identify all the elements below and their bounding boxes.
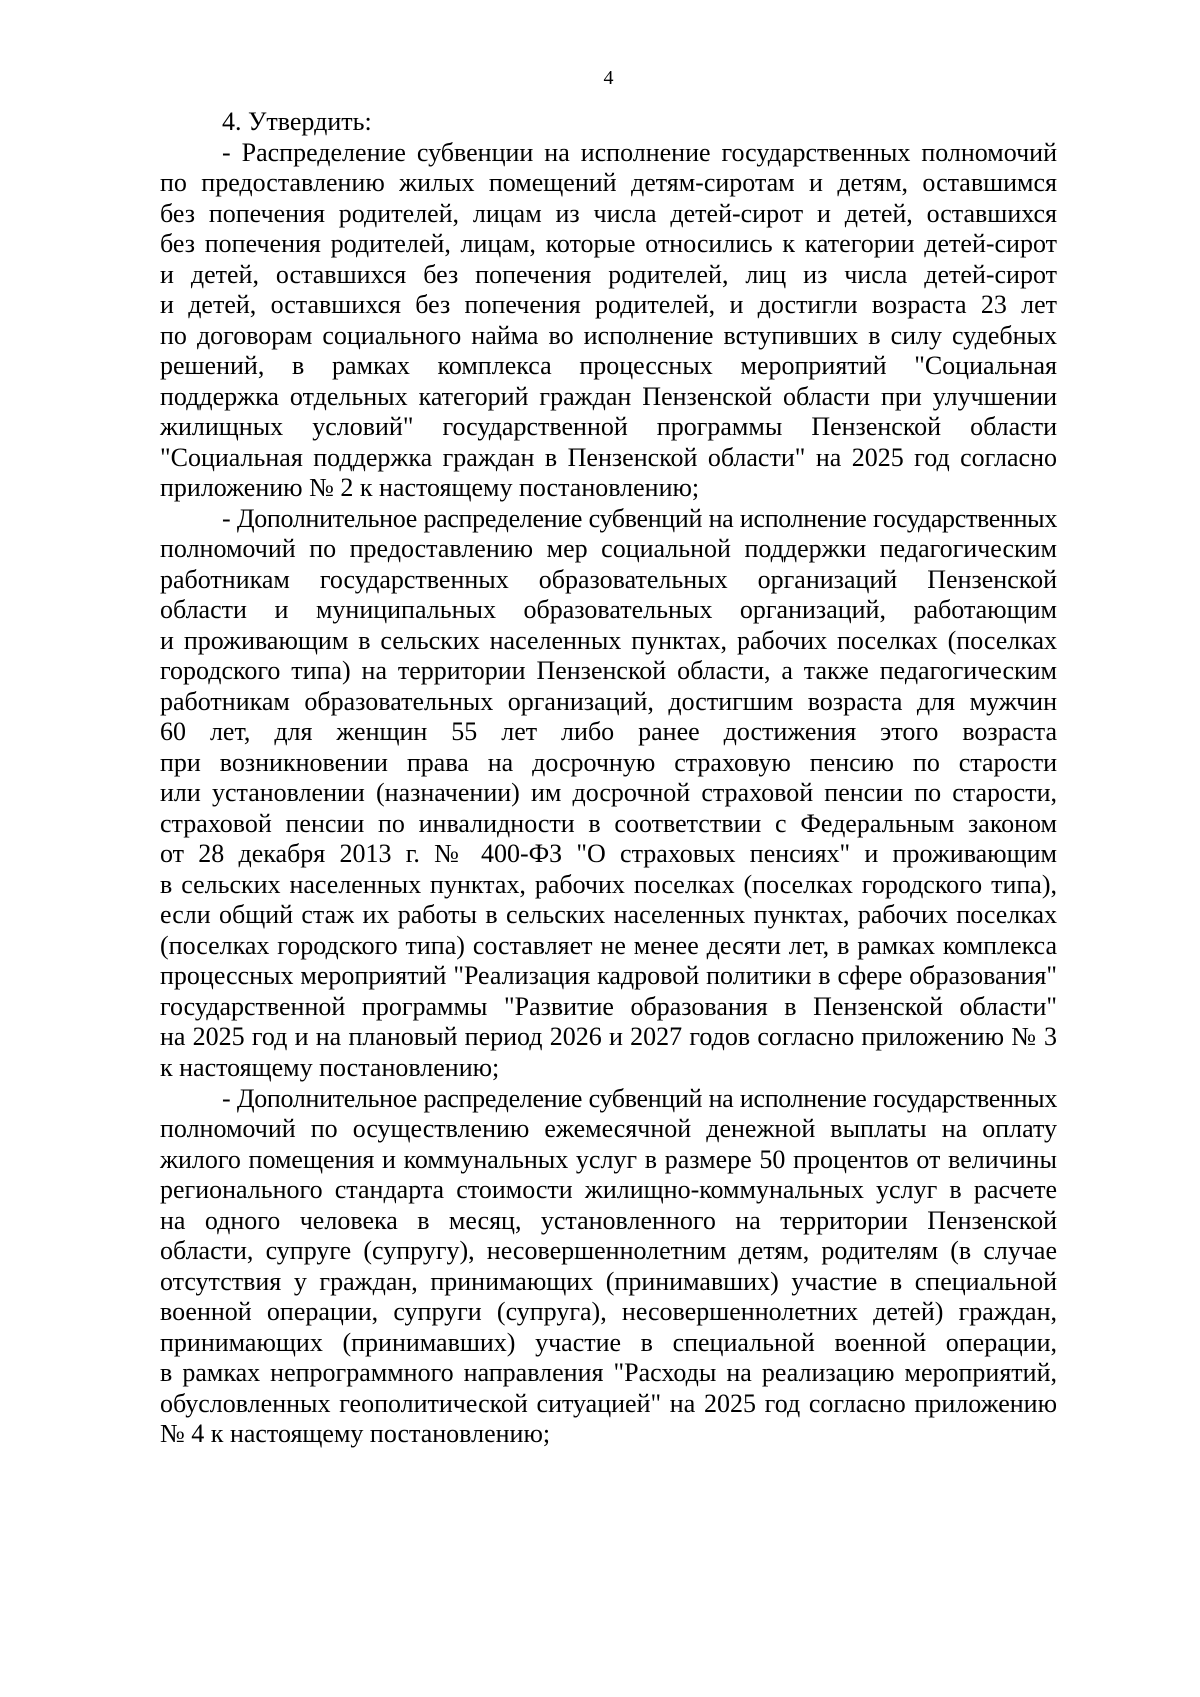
text-line: поддержка отдельных категорий граждан Пензенской области при улучшении [160, 381, 1057, 411]
paragraph [160, 138, 1057, 504]
text-line: государственной программы "Развитие образования в Пензенской области" [160, 991, 1057, 1021]
text-line: отсутствия у граждан, принимающих (принимавших) участие в специальной [160, 1266, 1057, 1296]
text-line: если общий стаж их работы в сельских населенных пунктах, рабочих поселках [160, 900, 1057, 930]
text-line: полномочий по предоставлению мер социальной поддержки педагогическим [160, 534, 1057, 564]
text-line: без попечения родителей, лицам, которые относились к категории детей-сирот [160, 229, 1057, 259]
text-line: (поселках городского типа) составляет не менее десяти лет, в рамках комплекса [160, 930, 1057, 960]
text-line: области и муниципальных образовательных организаций, работающим [160, 595, 1057, 625]
text-line: к настоящему постановлению; [160, 1052, 500, 1082]
text-line: без попечения родителей, лицам из числа детей-сирот и детей, оставшихся [160, 198, 1057, 228]
text-line: процессных мероприятий "Реализация кадровой политики в сфере образования" [160, 961, 1057, 991]
text-line: № 4 к настоящему постановлению; [160, 1419, 551, 1449]
text-line: жилищных условий" государственной программы Пензенской области [160, 412, 1057, 442]
text-line: работникам образовательных организаций, достигшим возраста для мужчин [160, 686, 1057, 716]
text-line: городского типа) на территории Пензенской области, а также педагогическим [160, 656, 1057, 686]
text-line: жилого помещения и коммунальных услуг в размере 50 процентов от величины [160, 1144, 1057, 1174]
text-line: полномочий по осуществлению ежемесячной денежной выплаты на оплату [160, 1114, 1057, 1144]
text-line: и детей, оставшихся без попечения родителей, лиц из числа детей-сирот [160, 259, 1057, 289]
text-line: по договорам социального найма во исполнение вступивших в силу судебных [160, 320, 1057, 350]
text-line: страховой пенсии по инвалидности в соответствии с Федеральным законом [160, 808, 1057, 838]
text-line: 60 лет, для женщин 55 лет либо ранее достижения этого возраста [160, 717, 1057, 747]
paragraph [160, 107, 1057, 138]
text-line: при возникновении права на досрочную страховую пенсию по старости [160, 747, 1057, 777]
text-line: военной операции, супруги (супруга), несовершеннолетних детей) граждан, [160, 1297, 1057, 1327]
text-line: в рамках непрограммного направления "Расходы на реализацию мероприятий, [160, 1358, 1057, 1388]
text-line: и проживающим в сельских населенных пунктах, рабочих поселках (поселках [160, 625, 1057, 655]
text-line: - Дополнительное распределение субвенций на исполнение государственных [222, 503, 1057, 533]
text-line: - Дополнительное распределение субвенций на исполнение государственных [222, 1083, 1057, 1113]
document-body [160, 107, 1057, 1450]
text-line: в сельских населенных пунктах, рабочих поселках (поселках городского типа), [160, 869, 1057, 899]
text-line: "Социальная поддержка граждан в Пензенской области" на 2025 год согласно [160, 442, 1057, 472]
text-line: решений, в рамках комплекса процессных мероприятий "Социальная [160, 351, 1057, 381]
text-line: обусловленных геополитической ситуацией" на 2025 год согласно приложению [160, 1388, 1057, 1418]
text-line: - Распределение субвенции на исполнение государственных полномочий [222, 137, 1057, 167]
paragraph [160, 1084, 1057, 1450]
text-line: работникам государственных образовательных организаций Пензенской [160, 564, 1057, 594]
text-line: приложению № 2 к настоящему постановлению; [160, 473, 700, 503]
text-line: на 2025 год и на плановый период 2026 и 2027 годов согласно приложению № 3 [160, 1022, 1057, 1052]
text-line: 4. Утвердить: [222, 107, 372, 136]
text-line: регионального стандарта стоимости жилищно-коммунальных услуг в расчете [160, 1175, 1057, 1205]
text-line: на одного человека в месяц, установленного на территории Пензенской [160, 1205, 1057, 1235]
text-line: по предоставлению жилых помещений детям-сиротам и детям, оставшимся [160, 168, 1057, 198]
paragraph [160, 504, 1057, 1084]
text-line: или установлении (назначении) им досрочной страховой пенсии по старости, [160, 778, 1057, 808]
text-line: и детей, оставшихся без попечения родителей, и достигли возраста 23 лет [160, 290, 1057, 320]
page-number: 4 [603, 67, 614, 89]
text-line: от 28 декабря 2013 г. № 400-ФЗ "О страховых пенсиях" и проживающим [160, 839, 1057, 869]
text-line: принимающих (принимавших) участие в специальной военной операции, [160, 1327, 1057, 1357]
text-line: области, супруге (супругу), несовершеннолетним детям, родителям (в случае [160, 1236, 1057, 1266]
